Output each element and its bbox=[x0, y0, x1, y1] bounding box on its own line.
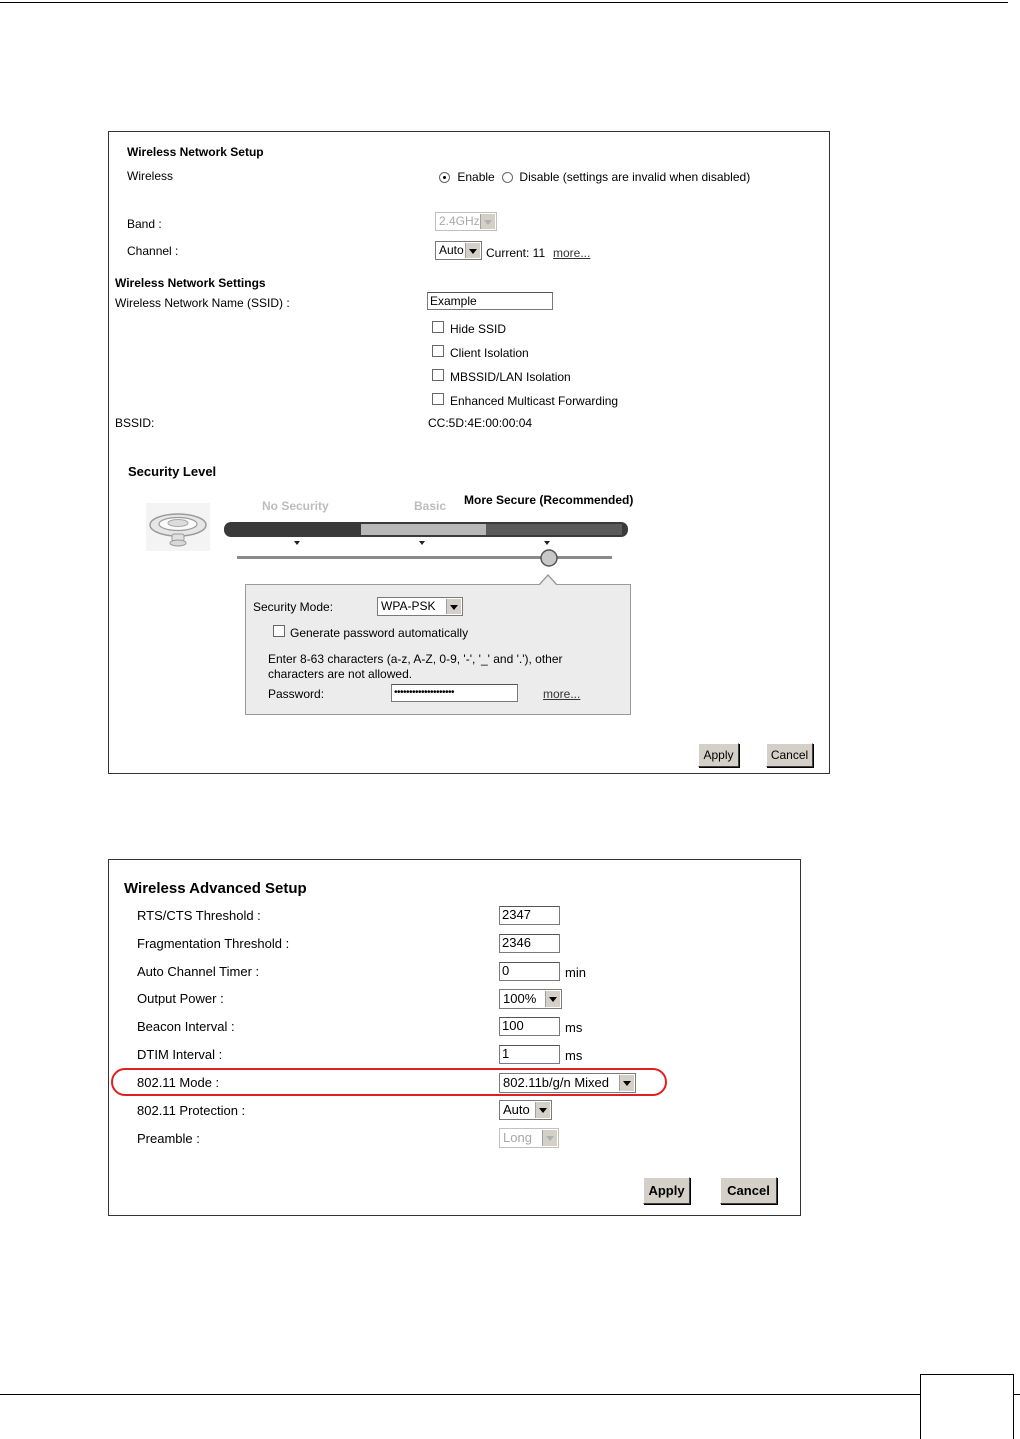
output-power-select[interactable] bbox=[499, 989, 562, 1009]
apply-button[interactable]: Apply bbox=[698, 743, 739, 767]
output-power-value: 100% bbox=[503, 991, 537, 1006]
wireless-label: Wireless bbox=[127, 169, 174, 183]
chevron-down-icon bbox=[535, 1102, 550, 1118]
mbssid-label: MBSSID/LAN Isolation bbox=[450, 370, 571, 384]
protection-label: 802.11 Protection : bbox=[137, 1103, 246, 1118]
mode-label: 802.11 Mode : bbox=[137, 1075, 220, 1090]
protection-value: Auto bbox=[503, 1102, 530, 1117]
chevron-down-icon bbox=[465, 243, 480, 258]
band-select-value: 2.4GHz bbox=[439, 214, 480, 228]
channel-label: Channel : bbox=[127, 244, 179, 258]
ssid-label: Wireless Network Name (SSID) : bbox=[115, 296, 290, 310]
security-level-title: Security Level bbox=[128, 464, 217, 479]
security-box-pointer-inner bbox=[540, 576, 556, 585]
dtim-interval-input[interactable]: 1 bbox=[499, 1045, 560, 1064]
hide-ssid-label: Hide SSID bbox=[450, 322, 507, 336]
bssid-value: CC:5D:4E:00:00:04 bbox=[428, 416, 533, 430]
multicast-label: Enhanced Multicast Forwarding bbox=[450, 394, 619, 408]
security-mode-select[interactable] bbox=[377, 597, 463, 616]
beacon-interval-unit: ms bbox=[565, 1020, 583, 1035]
wireless-settings-title: Wireless Network Settings bbox=[115, 276, 266, 290]
security-level-no-security[interactable]: No Security bbox=[262, 499, 329, 513]
client-isolation-checkbox[interactable] bbox=[432, 345, 444, 357]
generate-password-checkbox[interactable] bbox=[273, 625, 285, 637]
client-isolation-label: Client Isolation bbox=[450, 346, 529, 360]
dtim-interval-unit: ms bbox=[565, 1048, 583, 1063]
hide-ssid-checkbox[interactable] bbox=[432, 321, 444, 333]
security-level-basic[interactable]: Basic bbox=[414, 499, 447, 513]
beacon-interval-input[interactable]: 100 bbox=[499, 1017, 560, 1036]
password-hint: Enter 8-63 characters (a-z, A-Z, 0-9, '-', '_' and '.'), other characters are not allowed. bbox=[268, 652, 563, 681]
advanced-title: Wireless Advanced Setup bbox=[124, 880, 307, 897]
rts-label: RTS/CTS Threshold : bbox=[137, 908, 261, 923]
channel-current: Current: 11 bbox=[486, 246, 546, 260]
protection-select[interactable] bbox=[499, 1100, 552, 1120]
advanced-apply-button[interactable]: Apply bbox=[643, 1177, 690, 1204]
security-level-slider[interactable] bbox=[222, 520, 632, 572]
generate-password-label: Generate password automatically bbox=[290, 626, 469, 640]
multicast-checkbox[interactable] bbox=[432, 393, 444, 405]
frag-label: Fragmentation Threshold : bbox=[137, 936, 290, 951]
preamble-select[interactable] bbox=[499, 1128, 559, 1148]
channel-select-value: Auto bbox=[439, 243, 464, 257]
cancel-button[interactable]: Cancel bbox=[766, 743, 813, 767]
dtim-interval-label: DTIM Interval : bbox=[137, 1047, 223, 1062]
band-label: Band : bbox=[127, 217, 162, 231]
router-icon bbox=[146, 503, 210, 551]
band-select[interactable] bbox=[435, 212, 497, 231]
password-input[interactable]: •••••••••••••••••••• bbox=[391, 684, 518, 702]
channel-select[interactable] bbox=[435, 241, 482, 260]
wireless-setup-title: Wireless Network Setup bbox=[127, 145, 264, 159]
chevron-down-icon bbox=[542, 1130, 557, 1146]
bssid-label: BSSID: bbox=[115, 416, 155, 430]
page-number-box bbox=[920, 1374, 1014, 1439]
tick-marker-no-security bbox=[294, 541, 300, 545]
slider-handle bbox=[541, 550, 557, 566]
footer-rule bbox=[0, 1394, 1020, 1395]
password-label: Password: bbox=[268, 687, 325, 701]
tick-marker-more-secure bbox=[544, 541, 550, 545]
mode-highlight-oval bbox=[111, 1068, 667, 1096]
chevron-down-icon bbox=[446, 599, 461, 614]
mode-value: 802.11b/g/n Mixed bbox=[503, 1075, 609, 1090]
preamble-label: Preamble : bbox=[137, 1131, 200, 1146]
ssid-input[interactable]: Example bbox=[427, 292, 553, 310]
tick-marker-basic bbox=[419, 541, 425, 545]
beacon-interval-label: Beacon Interval : bbox=[137, 1019, 235, 1034]
auto-channel-timer-unit: min bbox=[565, 965, 586, 980]
auto-channel-timer-input[interactable]: 0 bbox=[499, 962, 560, 981]
security-mode-label: Security Mode: bbox=[253, 600, 334, 614]
security-level-more-secure[interactable]: More Secure (Recommended) bbox=[464, 493, 634, 507]
frag-input[interactable]: 2346 bbox=[499, 934, 560, 953]
rts-input[interactable]: 2347 bbox=[499, 906, 560, 925]
preamble-value: Long bbox=[503, 1130, 532, 1145]
enable-radio[interactable] bbox=[439, 172, 450, 183]
wireless-radio-group bbox=[439, 170, 750, 184]
password-more-link[interactable]: more... bbox=[543, 687, 581, 701]
channel-more-link[interactable]: more... bbox=[553, 246, 591, 260]
chevron-down-icon bbox=[480, 214, 495, 229]
mbssid-checkbox[interactable] bbox=[432, 369, 444, 381]
auto-channel-timer-label: Auto Channel Timer : bbox=[137, 964, 260, 979]
header-rule bbox=[0, 2, 1008, 3]
advanced-cancel-button[interactable]: Cancel bbox=[720, 1177, 777, 1204]
security-mode-value: WPA-PSK bbox=[381, 599, 436, 613]
disable-label: Disable (settings are invalid when disabled) bbox=[519, 170, 751, 184]
disable-radio[interactable] bbox=[502, 172, 513, 183]
chevron-down-icon bbox=[545, 991, 560, 1007]
output-power-label: Output Power : bbox=[137, 991, 224, 1006]
enable-label: Enable bbox=[457, 170, 495, 184]
